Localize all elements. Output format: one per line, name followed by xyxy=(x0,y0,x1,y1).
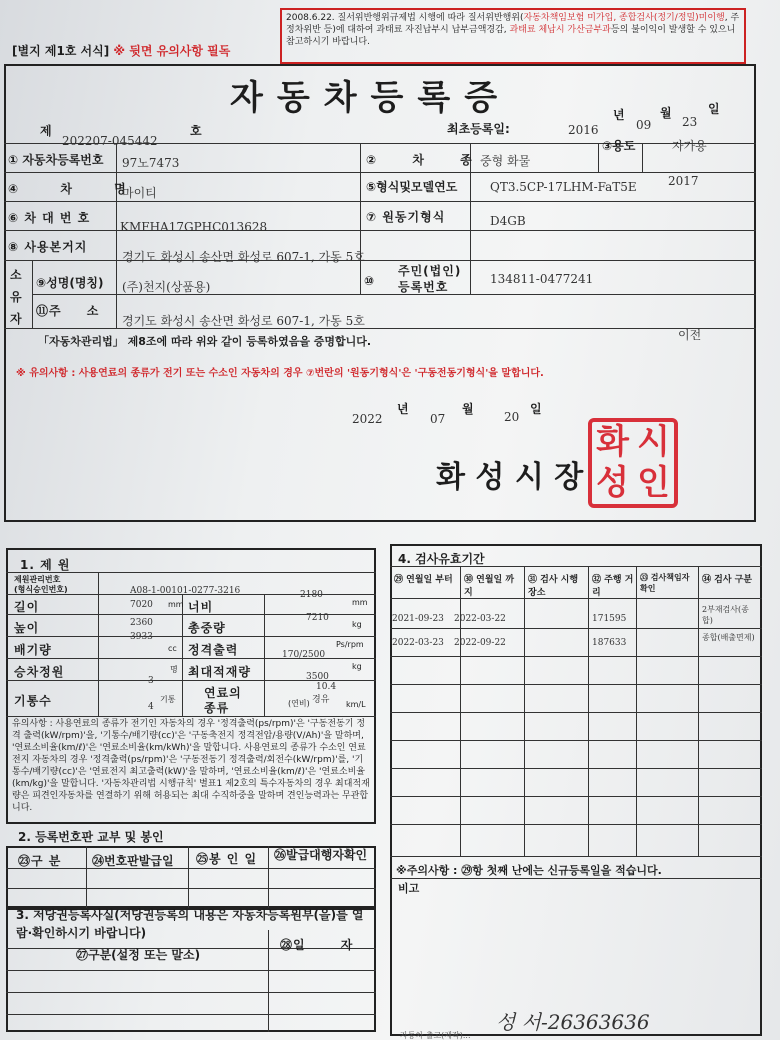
width-label: 너비 xyxy=(188,600,214,614)
engine-type-label: ⑦ 원동기형식 xyxy=(366,210,446,224)
vin-label: ⑥ 차 대 번 호 xyxy=(8,211,91,225)
rated-output-label: 정격출력 xyxy=(188,643,239,657)
plate-section-title: 2. 등록번호판 교부 및 봉인 xyxy=(18,830,164,844)
fuel-efficiency-label: (연비) xyxy=(288,699,310,708)
displacement-unit: cc xyxy=(168,644,177,653)
insp-col-to: ㉚ 연월일 까지 xyxy=(464,575,515,598)
fuel-efficiency-value: 10.4 xyxy=(316,682,337,692)
corp-number-value: 134811-0477241 xyxy=(490,272,594,286)
document-title: 자동차등록증 xyxy=(230,78,512,118)
vehicle-name-value: 마이티 xyxy=(122,186,157,200)
insp-col-type: ㉞ 검사 구분 xyxy=(702,575,753,585)
insp-row1-type: 2부재검사(종합) xyxy=(702,605,749,625)
spec-note: 유의사항 : 사용연료의 종류가 전기인 자동차의 경우 '정격출력(ps/rpm)'은 '구동전동기 정격 출력(kW/rpm)'을, '기통수/배기량(cc)'은 '구동축전지 정격전압/용량(V/Ah)'을 말하며, '연료소비율(km/ℓ)'은 '연료소비율(km/kWh)'을 말합니다. 사용연료의 종류가 수소인 연료전지 자동차의 경우 '정격출력(ps/rpm)'은 '구동전동기 정격출력/회전수(kW/rpm)'를, '기통수/배기량(cc)'은 '연료전지 최고출력(kW)'을 말하며, '연료소비율(km/ℓ)'은 '연료소비율(km/kg)'을 말합니다. '자동차관리법 시행규칙' 별표1 제2호의 특수자동차의 경우 최대적재량은 피견인자동차를 연결하기 위해 허용되는 최대 수직하중을 말하며 견인능력과는 무관합니다. xyxy=(12,719,370,813)
length-unit: mm xyxy=(168,600,184,609)
insp-row2-from: 2022-03-23 xyxy=(392,638,444,648)
base-location-label: ⑧ 사용본거지 xyxy=(8,240,88,254)
issue-year: 2022 xyxy=(352,412,383,426)
day-label: 일 xyxy=(708,102,720,116)
first-registration-label: 최초등록일: xyxy=(447,122,510,136)
displacement-label: 배기량 xyxy=(14,643,52,657)
owner-name-value: (주)천지(상품용) xyxy=(122,280,211,294)
issuer-name: 화 성 시 장 xyxy=(436,460,584,495)
plate-col-seal: ㉕봉 인 일 xyxy=(196,852,258,866)
fuel-value: 경유 xyxy=(312,695,330,705)
fuel-label-2: 종류 xyxy=(204,701,230,715)
vehicle-name-label: ④ 차 명 xyxy=(8,182,127,196)
owner-label: 소유자 xyxy=(10,268,23,326)
vehicle-type-label: ② 차 종 xyxy=(366,153,473,167)
insp-col-place: ㉛ 검사 시행장소 xyxy=(528,575,579,598)
form-number: [별지 제1호 서식] ※ 뒷면 유의사항 필독 xyxy=(12,44,231,58)
height-value: 2360 xyxy=(130,618,153,628)
insp-row1-from: 2021-09-23 xyxy=(392,614,444,624)
plate-col-issue: ㉔번호판발급일 xyxy=(92,854,174,868)
cylinders-value: 4 xyxy=(148,702,154,712)
length-value: 7020 xyxy=(130,600,153,610)
width-unit: mm xyxy=(352,598,368,607)
vehicle-type-value: 중형 화물 xyxy=(480,154,531,168)
registration-number-label: ① 자동차등록번호 xyxy=(8,153,104,167)
corp-number-label-1: 주민(법인) xyxy=(398,264,462,278)
inspection-note: ※주의사항 : ㉙항 첫째 난에는 신규등록일을 적습니다. xyxy=(396,864,662,877)
issue-year-label: 년 xyxy=(397,402,409,416)
fuel-caution: ※ 유의사항 : 사용연료의 종류가 전기 또는 수소인 자동차의 경우 ⑦번란의 '원동기형식'은 '구동전동기형식'을 말합니다. xyxy=(16,368,544,379)
spec-title: 1. 제 원 xyxy=(20,558,71,572)
first-reg-year: 2016 xyxy=(568,123,599,137)
footer-fragment: 자동차 출고(제작)... xyxy=(400,1031,471,1040)
rated-output-value: 170/2500 xyxy=(282,650,326,660)
insp-row1-km: 171595 xyxy=(592,614,627,624)
issue-day: 20 xyxy=(504,410,520,424)
first-reg-day: 23 xyxy=(682,115,698,129)
insp-col-km: ㉜ 주행 거리 xyxy=(592,575,634,598)
model-value: QT3.5CP-17LHM-FaT5E xyxy=(490,180,637,194)
official-seal: 화 시 성 인 xyxy=(588,418,678,508)
month-label: 월 xyxy=(660,106,672,120)
engine-type-value: D4GB xyxy=(490,214,526,228)
width-value: 2180 xyxy=(300,590,323,600)
rated-output-unit: Ps/rpm xyxy=(336,640,364,649)
seating-value: 3 xyxy=(148,676,154,686)
spec-mgmt-value: A08-1-00101-0277-3216 xyxy=(130,586,241,596)
height-label: 높이 xyxy=(14,621,40,635)
year-label: 년 xyxy=(613,108,625,122)
owner-address-value: 경기도 화성시 송산면 화성로 607-1, 가동 5호 xyxy=(122,314,365,328)
insp-row2-to: 2022-09-22 xyxy=(454,638,506,648)
transfer-note: 이전 xyxy=(678,328,702,342)
mortgage-col-type: ㉗구분(설정 또는 말소) xyxy=(76,948,201,962)
plate-col-agent: ㉖발급대행자확인 xyxy=(274,848,368,862)
handwritten-note: 성 서-26363636 xyxy=(496,1010,650,1034)
spec-mgmt-label-1: 제원관리번호 xyxy=(14,575,61,584)
gross-weight-unit: kg xyxy=(352,620,362,629)
insp-row1-to: 2022-03-22 xyxy=(454,614,506,624)
length-label: 길이 xyxy=(14,600,40,614)
mortgage-col-date: ㉘일 자 xyxy=(280,938,354,952)
law-notice-box: 2008.6.22. 질서위반행위규제법 시행에 따라 질서위반행위(자동차책임보험 미가입, 종합검사(정기/정밀)미이행, 주정차위반 등)에 대하여 과태료 자진납부시 납부금액경감, 과태료 체납시 가산금부과등의 불이익이 발생할 수 있으니 참고하시기 바랍니다. xyxy=(280,8,746,64)
usage-value: 자가용 xyxy=(672,139,707,153)
vin-value: KMFHA17GPHC013628 xyxy=(120,220,268,234)
cert-number: 202207-045442 xyxy=(62,134,158,148)
seating-label: 승차정원 xyxy=(14,665,65,679)
gross-weight-label: 총중량 xyxy=(188,621,226,635)
issue-month: 07 xyxy=(430,412,446,426)
plate-col-type: ㉓구 분 xyxy=(18,854,62,868)
max-load-unit: kg xyxy=(352,662,362,671)
usage-label: ③용도 xyxy=(602,139,636,153)
insp-col-check: ㉝ 검사책임자 확인 xyxy=(640,573,690,593)
proof-statement: 「자동차관리법」 제8조에 따라 위와 같이 등록하였음을 증명합니다. xyxy=(38,335,372,348)
seating-unit: 명 xyxy=(170,665,178,674)
displacement-value: 3933 xyxy=(130,632,153,642)
inspection-title: 4. 검사유효기간 xyxy=(398,552,485,566)
model-year-label: ⑤형식및모델연도 xyxy=(366,180,458,194)
registration-number-value: 97노7473 xyxy=(122,156,180,170)
corp-number-label-2: 등록번호 xyxy=(398,280,449,294)
gross-weight-value: 7210 xyxy=(306,613,329,623)
first-reg-month: 09 xyxy=(636,118,652,132)
owner-address-label: ⑪주 소 xyxy=(36,304,100,318)
cert-no-suffix: 호 xyxy=(190,124,202,138)
issue-month-label: 월 xyxy=(462,402,474,416)
insp-row2-km: 187633 xyxy=(592,638,627,648)
issue-day-label: 일 xyxy=(530,402,542,416)
insp-row2-type: 종합(배출면제) xyxy=(702,633,755,642)
insp-col-from: ㉙ 연월일 부터 xyxy=(394,575,453,585)
model-year-value: 2017 xyxy=(668,174,699,188)
base-location-value: 경기도 화성시 송산면 화성로 607-1, 가동 5호 xyxy=(122,250,365,264)
fuel-label-1: 연료의 xyxy=(204,686,242,700)
max-load-value: 3500 xyxy=(306,672,329,682)
cylinders-unit: 기통 xyxy=(160,695,176,704)
cert-no-prefix: 제 xyxy=(40,124,52,138)
corp-number-icon: ⑩ xyxy=(364,274,375,288)
mortgage-title: 3. 저당권등록사실(저당권등록의 내용은 자동차등록원부(을)를 열람·확인하시기 바랍니다) xyxy=(16,908,364,940)
spec-mgmt-label-2: (형식승인번호) xyxy=(14,585,68,594)
cylinders-label: 기통수 xyxy=(14,694,52,708)
fuel-efficiency-unit: km/L xyxy=(346,700,366,709)
owner-name-label: ⑨성명(명칭) xyxy=(36,276,104,290)
max-load-label: 최대적재량 xyxy=(188,665,251,679)
remark-label: 비고 xyxy=(398,882,420,895)
